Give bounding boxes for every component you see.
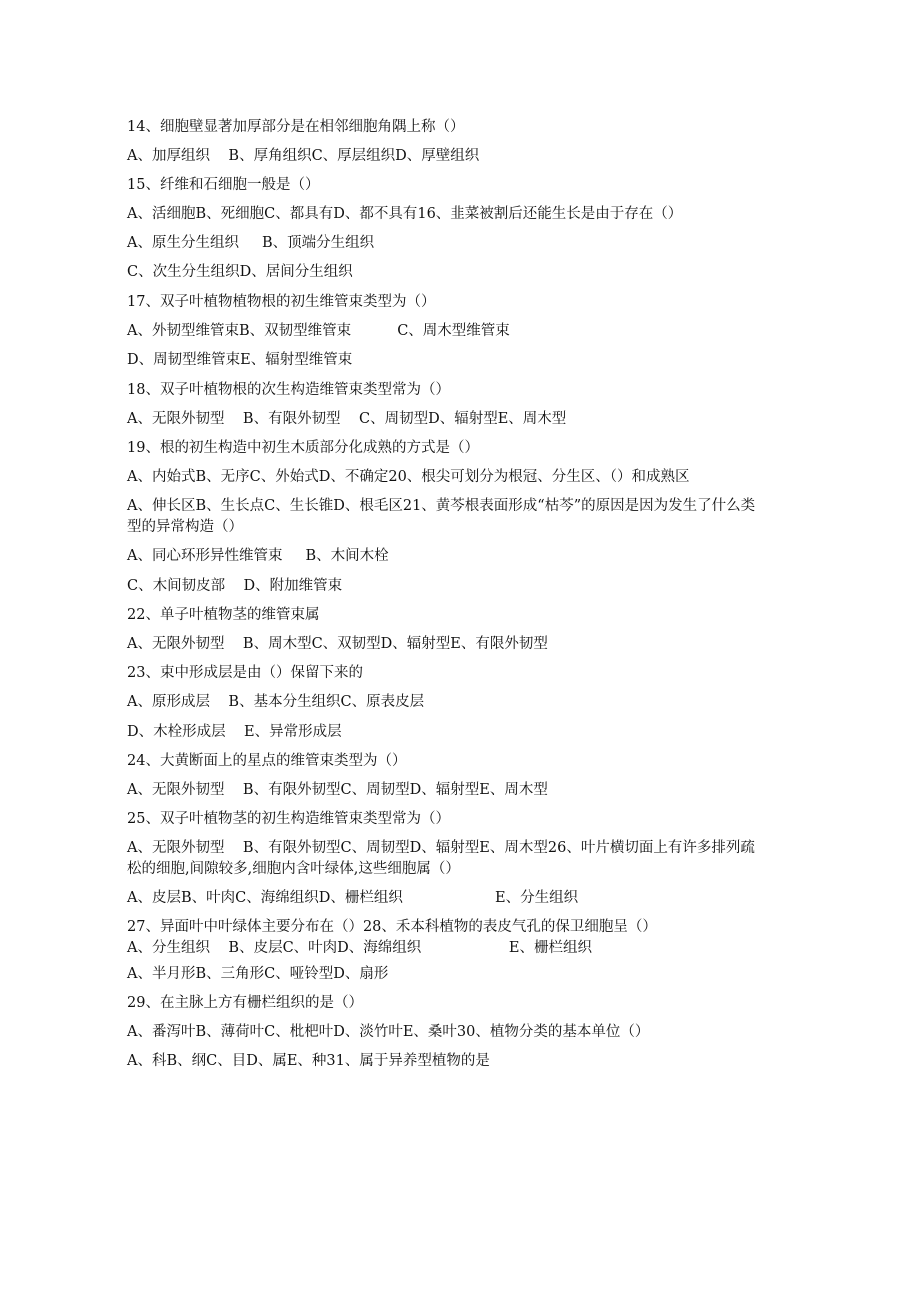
question-17: 17、双子叶植物植物根的初生维管束类型为（） (127, 294, 436, 310)
question-20-options: A、伸长区B、生长点C、生长锥D、根毛区21、黄芩根表面形成“枯芩”的原因是因为发生了什么类型的异常构造（） (127, 498, 756, 535)
question-22-options: A、无限外韧型 B、周木型C、双韧型D、辐射型E、有限外韧型 (127, 636, 548, 652)
question-21-options-b: C、木间韧皮部 D、附加维管束 (127, 578, 343, 594)
question-15-options: A、活细胞B、死细胞C、都具有D、都不具有16、韭菜被割后还能生长是由于存在（） (127, 206, 683, 222)
question-27-28: 27、异面叶中叶绿体主要分布在（）28、禾本科植物的表皮气孔的保卫细胞呈（） (127, 919, 657, 935)
question-21-options-a: A、同心环形异性维管束 B、木间木栓 (127, 548, 389, 564)
question-15: 15、纤维和石细胞一般是（） (127, 177, 320, 193)
question-14-options: A、加厚组织 B、厚角组织C、厚层组织D、厚壁组织 (127, 148, 480, 164)
question-28-options: A、半月形B、三角形C、哑铃型D、扇形 (127, 966, 389, 982)
question-16-options-b: C、次生分生组织D、居间分生组织 (127, 264, 353, 280)
question-23: 23、束中形成层是由（）保留下来的 (127, 665, 363, 681)
question-17-options-a: A、外韧型维管束B、双韧型维管束 C、周木型维管束 (127, 323, 510, 339)
question-14: 14、细胞壁显著加厚部分是在相邻细胞角隅上称（） (127, 119, 465, 135)
question-18: 18、双子叶植物根的次生构造维管束类型常为（） (127, 382, 450, 398)
question-24: 24、大黄断面上的星点的维管束类型为（） (127, 753, 407, 769)
question-29: 29、在主脉上方有栅栏组织的是（） (127, 995, 363, 1011)
question-27-options: A、分生组织 B、皮层C、叶肉D、海绵组织 E、栅栏组织 (127, 940, 592, 956)
question-17-options-b: D、周韧型维管束E、辐射型维管束 (127, 352, 353, 368)
question-23-options-a: A、原形成层 B、基本分生组织C、原表皮层 (127, 694, 425, 710)
question-19-options: A、内始式B、无序C、外始式D、不确定20、根尖可划分为根冠、分生区、（）和成熟区 (127, 469, 690, 485)
question-18-options: A、无限外韧型 B、有限外韧型 C、周韧型D、辐射型E、周木型 (127, 411, 567, 427)
question-19: 19、根的初生构造中初生木质部分化成熟的方式是（） (127, 440, 479, 456)
question-26-options: A、皮层B、叶肉C、海绵组织D、栅栏组织 E、分生组织 (127, 890, 579, 906)
question-25-options: A、无限外韧型 B、有限外韧型C、周韧型D、辐射型E、周木型26、叶片横切面上有许多排列疏松的细胞,间隙较多,细胞内含叶绿体,这些细胞属（） (127, 840, 755, 877)
question-30-options: A、科B、纲C、目D、属E、种31、属于异养型植物的是 (127, 1053, 490, 1069)
question-23-options-b: D、木栓形成层 E、异常形成层 (127, 724, 342, 740)
question-25: 25、双子叶植物茎的初生构造维管束类型常为（） (127, 811, 450, 827)
question-24-options: A、无限外韧型 B、有限外韧型C、周韧型D、辐射型E、周木型 (127, 782, 548, 798)
question-16-options-a: A、原生分生组织 B、顶端分生组织 (127, 235, 375, 251)
question-22: 22、单子叶植物茎的维管束属 (127, 607, 320, 623)
question-29-options: A、番泻叶B、薄荷叶C、枇杷叶D、淡竹叶E、桑叶30、植物分类的基本单位（） (127, 1024, 650, 1040)
